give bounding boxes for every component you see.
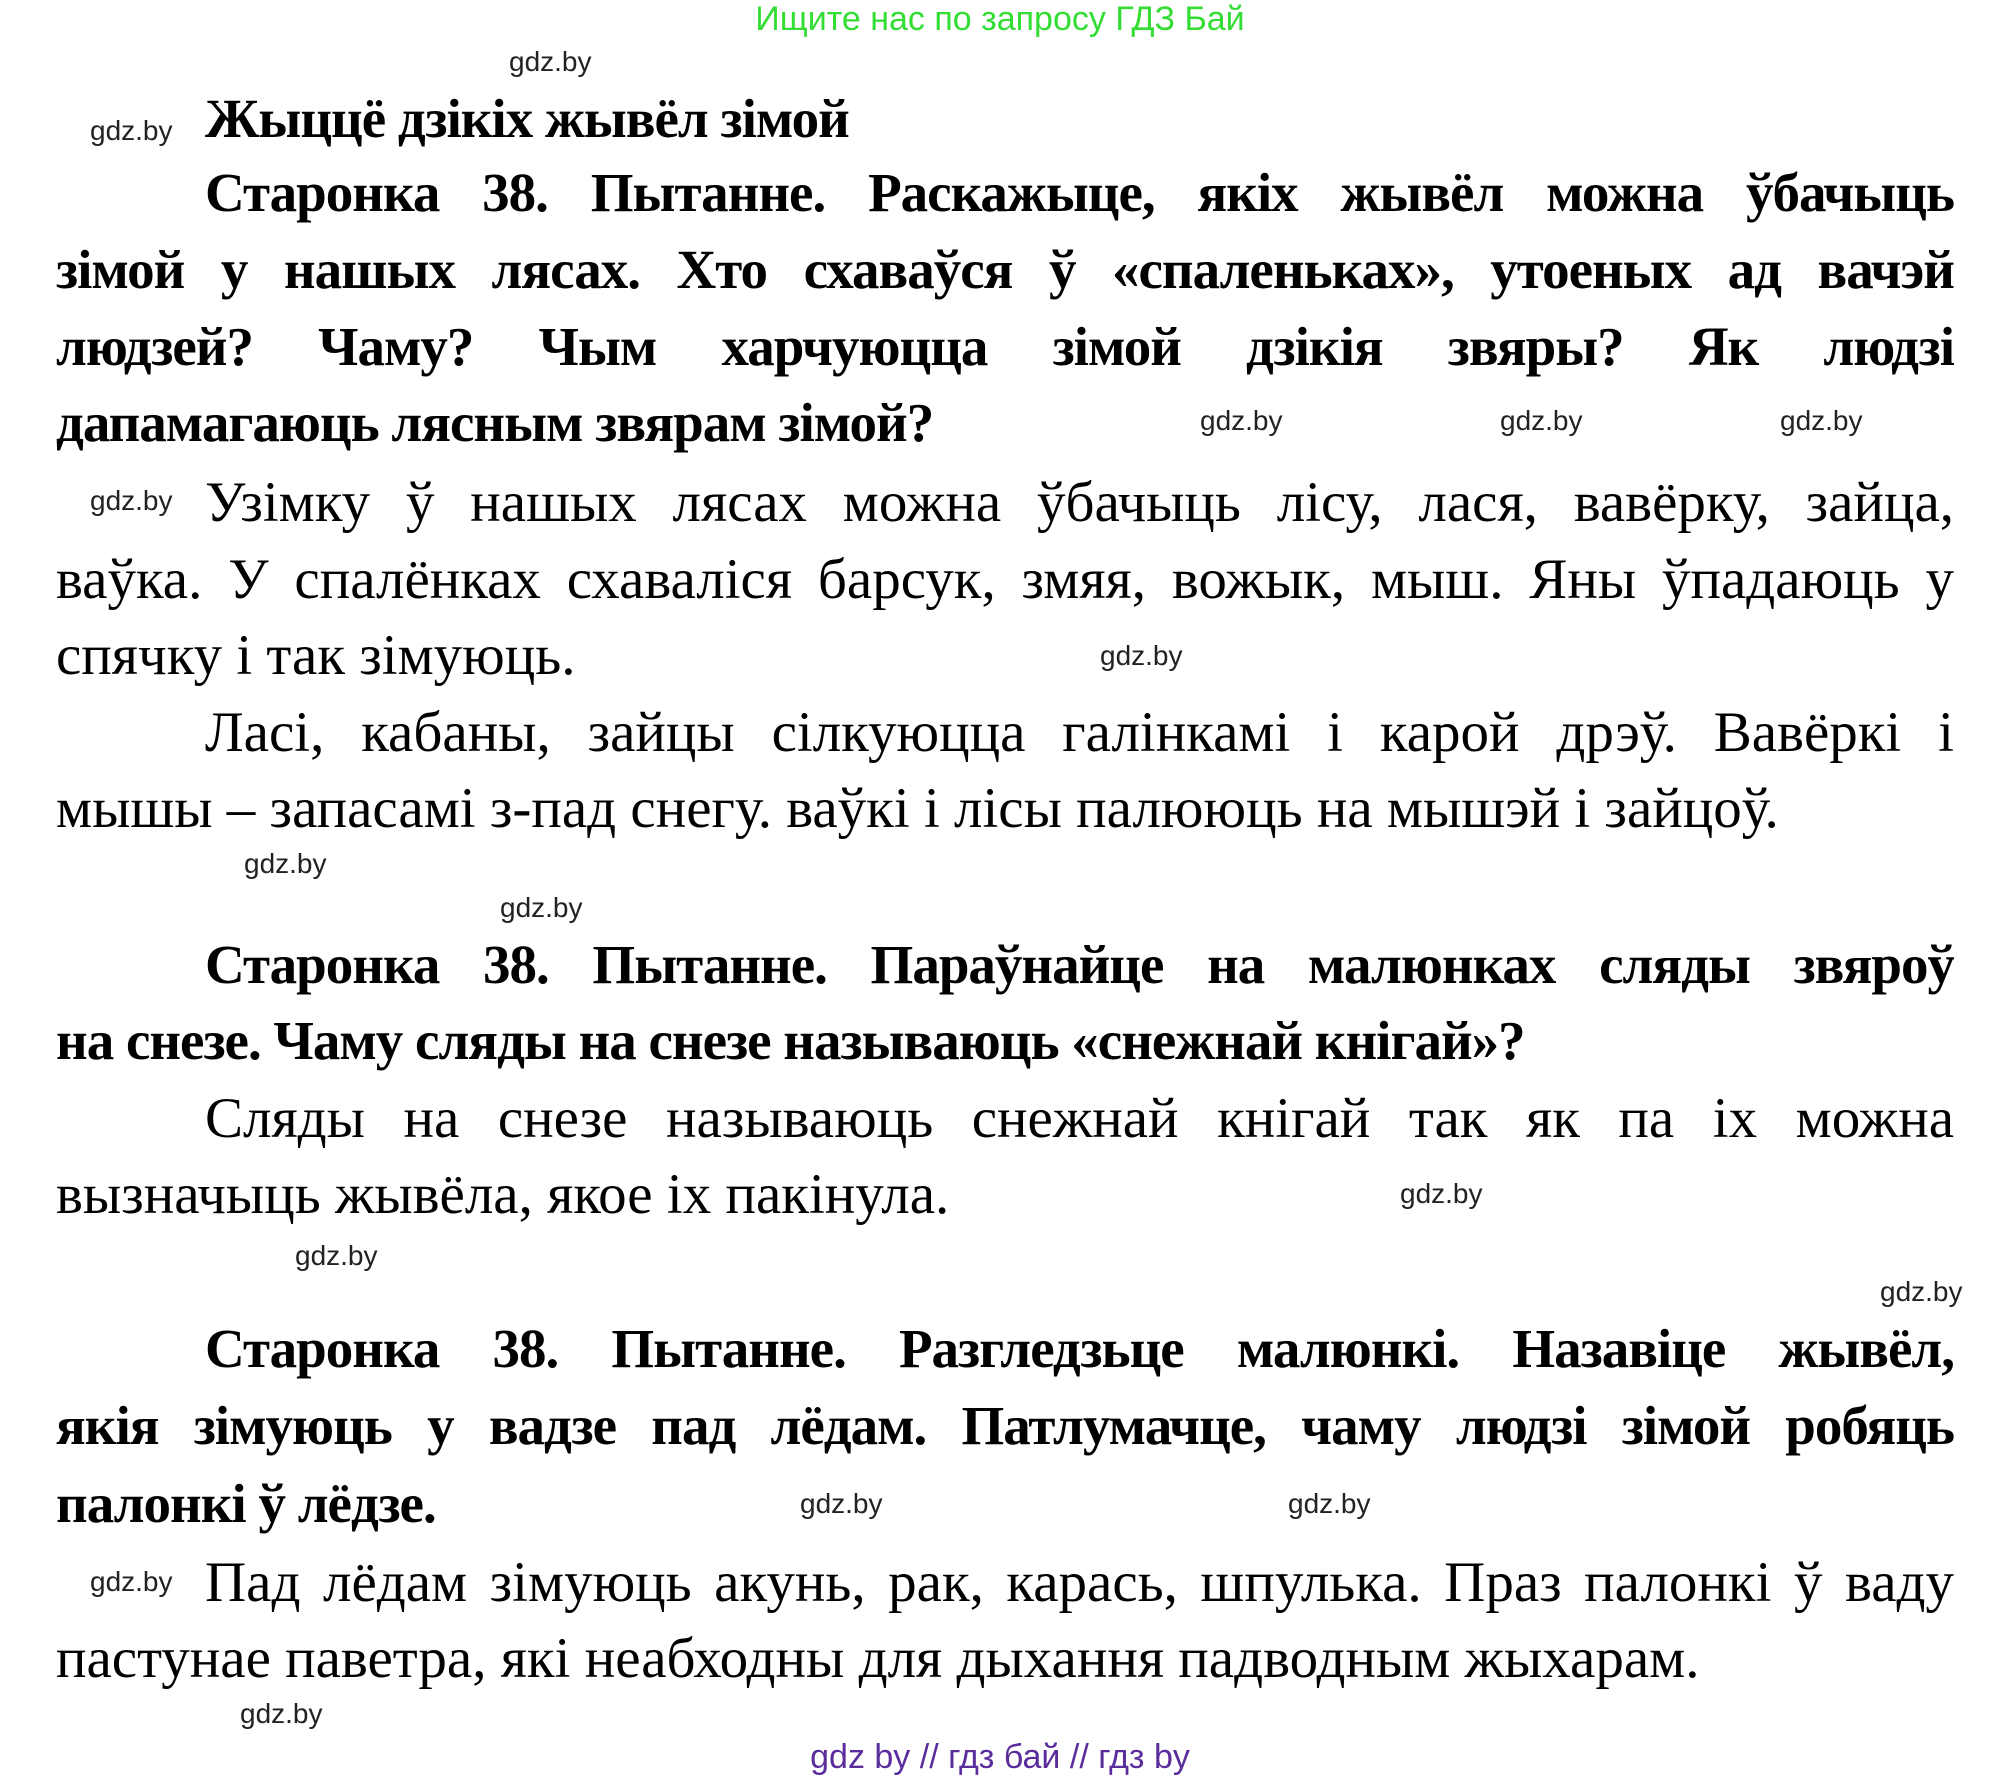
- watermark: gdz.by: [509, 46, 592, 77]
- footer-banner: gdz by // гдз бай // гдз by: [810, 1738, 1190, 1776]
- watermark: gdz.by: [240, 1698, 323, 1729]
- watermark: gdz.by: [1288, 1488, 1371, 1519]
- answer-line: вызначыць жывёла, якое іх пакінула.: [56, 1163, 950, 1226]
- question-line: палонкі ў лёдзе.: [56, 1473, 436, 1534]
- question-line: на снезе. Чаму сляды на снезе называюць «снежнай кнігай»?: [56, 1010, 1525, 1071]
- watermark: gdz.by: [800, 1488, 883, 1519]
- watermark: gdz.by: [1500, 405, 1583, 436]
- question-line: дапамагаюць лясным звярам зімой?: [56, 392, 934, 453]
- answer-line: пастунае паветра, які неабходны для дыхання падводным жыхарам.: [56, 1627, 1700, 1690]
- watermark: gdz.by: [244, 848, 327, 879]
- question-line: якія зімуюць у вадзе пад лёдам. Патлумачце, чаму людзі зімой робяць: [56, 1395, 1954, 1456]
- answer-line: Узімку ў нашых лясах можна ўбачыць лісу, лася, вавёрку, зайца,: [205, 471, 1954, 534]
- watermark: gdz.by: [90, 1566, 173, 1597]
- answer-line: спячку і так зімуюць.: [56, 624, 576, 687]
- watermark: gdz.by: [1780, 405, 1863, 436]
- question-line: Старонка 38. Пытанне. Раскажыце, якіх жывёл можна ўбачыць: [205, 162, 1954, 223]
- watermark: gdz.by: [500, 892, 583, 923]
- answer-line: мышы – запасамі з-пад снегу. ваўкі і лісы палююць на мышэй і зайцоў.: [56, 777, 1779, 840]
- watermark: gdz.by: [1200, 405, 1283, 436]
- answer-line: Сляды на снезе называюць снежнай кнігай так як па іх можна: [205, 1087, 1954, 1150]
- question-line: Старонка 38. Пытанне. Параўнайце на малюнках сляды звяроў: [205, 934, 1954, 995]
- question-line: Старонка 38. Пытанне. Разгледзьце малюнкі. Назавіце жывёл,: [205, 1318, 1954, 1379]
- header-banner: Ищите нас по запросу ГДЗ Бай: [755, 0, 1245, 38]
- watermark: gdz.by: [295, 1240, 378, 1271]
- watermark: gdz.by: [1400, 1178, 1483, 1209]
- question-line: людзей? Чаму? Чым харчуюцца зімой дзікія звяры? Як людзі: [56, 316, 1954, 377]
- watermark: gdz.by: [1880, 1276, 1963, 1307]
- question-line: зімой у нашых лясах. Хто схаваўся ў «спаленьках», утоеных ад вачэй: [56, 239, 1954, 300]
- answer-line: Ласі, кабаны, зайцы сілкуюцца галінкамі і карой дрэў. Вавёркі і: [205, 701, 1954, 764]
- answer-line: Пад лёдам зімуюць акунь, рак, карась, шпулька. Праз палонкі ў ваду: [205, 1551, 1954, 1614]
- page-title: Жыццё дзікіх жывёл зімой: [205, 88, 849, 149]
- watermark: gdz.by: [1100, 640, 1183, 671]
- watermark: gdz.by: [90, 485, 173, 516]
- watermark: gdz.by: [90, 115, 173, 146]
- answer-line: ваўка. У спалёнках схаваліся барсук, змяя, вожык, мыш. Яны ўпадаюць у: [56, 548, 1954, 611]
